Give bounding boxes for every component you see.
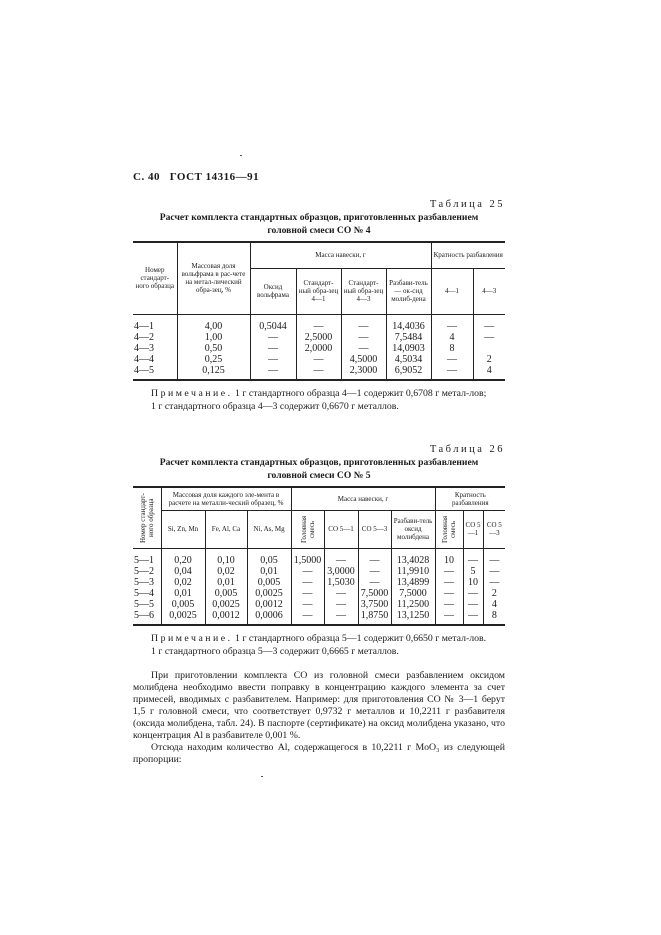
table-cell: 0,0025 <box>205 599 247 610</box>
table-cell: 7,5484 <box>386 332 431 343</box>
table-cell: 4,5034 <box>386 354 431 365</box>
table-cell: 2 <box>473 354 505 365</box>
table-cell: 0,005 <box>161 599 205 610</box>
col-group-mass: Масса навески, г <box>291 487 435 511</box>
table-cell: 0,02 <box>161 577 205 588</box>
table-cell: — <box>463 599 483 610</box>
table-cell: — <box>483 577 505 588</box>
col-diluent: Разбави-тель оксид молибдена <box>391 511 435 548</box>
page-header <box>133 170 505 184</box>
paragraph-1: При приготовлении комплекта СО из головной смеси разбавлением оксидом молибдена необходимо ввести поправку в концентрацию каждого элемента за счет примесей, вводимых с разбавителем. Например: для приготовления СО № 3—1 берут 1,5 г головной смеси, что соответствует 0,9732 г металлов и 10,2211 г разбавителя (оксида молибдена, табл. 24). В паспорте (сертификате) на оксид молибдена указано, что концентрация Al в разбавителе 0,001 %. <box>133 669 505 741</box>
table-cell: 0,5044 <box>250 314 296 332</box>
table-cell: 1,5030 <box>324 577 358 588</box>
table-cell: 2,5000 <box>296 332 341 343</box>
table-row <box>133 566 505 577</box>
scan-speck <box>261 776 263 777</box>
table-body <box>133 314 505 380</box>
table-cell: 0,20 <box>161 548 205 566</box>
table-cell: 1,8750 <box>358 610 391 625</box>
note-line: 1 г стандартного образца 4—1 содержит 0,6708 г метал-лов; <box>235 387 487 399</box>
table-body <box>133 548 505 625</box>
note-line: 1 г стандартного образца 4—3 содержит 0,6670 г металлов. <box>151 400 399 412</box>
table-row <box>133 365 505 380</box>
col-d43: 4—3 <box>473 268 505 314</box>
table-cell: 4—2 <box>133 332 177 343</box>
table-cell: 4 <box>483 599 505 610</box>
table-cell: 10 <box>435 548 463 566</box>
table-cell: — <box>291 599 324 610</box>
col-d-head: Головная смесь <box>441 515 458 543</box>
table-cell: 0,125 <box>177 365 250 380</box>
col-d53: СО 5—3 <box>483 511 505 548</box>
table-cell: — <box>291 577 324 588</box>
table-cell: 0,05 <box>247 548 291 566</box>
table25-title-line2: головной смеси СО № 4 <box>267 225 371 236</box>
table-cell: — <box>483 566 505 577</box>
table-cell: — <box>463 610 483 625</box>
table-cell: 5—6 <box>133 610 161 625</box>
table-cell: 14,4036 <box>386 314 431 332</box>
table-cell: 14,0903 <box>386 343 431 354</box>
col-d51: СО 5—1 <box>463 511 483 548</box>
table-cell: — <box>435 610 463 625</box>
table-row <box>133 588 505 599</box>
note-label: Примечание. <box>151 632 233 644</box>
table-cell: 5—1 <box>133 548 161 566</box>
table-cell: 2,3000 <box>341 365 386 380</box>
table-cell: — <box>291 610 324 625</box>
table-cell: — <box>250 354 296 365</box>
page-content <box>133 170 505 766</box>
col-ni-as-mg: Ni, As, Mg <box>247 511 291 548</box>
table-cell: — <box>431 314 473 332</box>
table-cell: — <box>291 566 324 577</box>
table-cell: 4,00 <box>177 314 250 332</box>
table-cell: 3,0000 <box>324 566 358 577</box>
table-cell: 5—3 <box>133 577 161 588</box>
table-cell: 4—4 <box>133 354 177 365</box>
table25-note <box>133 387 505 413</box>
table-cell: 5—2 <box>133 566 161 577</box>
col-std43: Стандарт-ный обра-зец 4—3 <box>341 268 386 314</box>
table-cell: — <box>435 566 463 577</box>
table-cell: 1,00 <box>177 332 250 343</box>
table-cell: 6,9052 <box>386 365 431 380</box>
table-cell: 5 <box>463 566 483 577</box>
table-cell: 0,005 <box>247 577 291 588</box>
col-group-fraction: Массовая доля каждого эле-мента в расчете на металли-ческий образец, % <box>161 487 291 511</box>
table-cell: 0,25 <box>177 354 250 365</box>
table-row <box>133 314 505 332</box>
table-cell: 0,01 <box>247 566 291 577</box>
table-cell: 0,01 <box>161 588 205 599</box>
table-cell: 0,02 <box>205 566 247 577</box>
table-cell: — <box>358 548 391 566</box>
table-row <box>133 577 505 588</box>
table-row <box>133 332 505 343</box>
table25-title-line1: Расчет комплекта стандартных образцов, приготовленных разбавлением <box>159 212 479 223</box>
table-cell: 11,9910 <box>391 566 435 577</box>
note-line: 1 г стандартного образца 5—3 содержит 0,6665 г металлов. <box>151 645 399 657</box>
table-cell: 4 <box>431 332 473 343</box>
table-cell: — <box>483 548 505 566</box>
table-cell: 7,5000 <box>358 588 391 599</box>
standard-number: ГОСТ 14316—91 <box>169 171 260 183</box>
table26-label: Таблица 26 <box>429 443 505 455</box>
table-cell: 0,01 <box>205 577 247 588</box>
table-cell: 0,0025 <box>247 588 291 599</box>
table-cell: 5—4 <box>133 588 161 599</box>
table-row <box>133 599 505 610</box>
table-cell: 4—1 <box>133 314 177 332</box>
table-cell: 3,7500 <box>358 599 391 610</box>
table-cell: 0,0012 <box>247 599 291 610</box>
table-cell: — <box>324 548 358 566</box>
table-cell: — <box>435 577 463 588</box>
col-si-zn-mn: Si, Zn, Mn <box>161 511 205 548</box>
table-cell: — <box>250 343 296 354</box>
table-cell: 4 <box>473 365 505 380</box>
table-cell: — <box>435 588 463 599</box>
table26-note <box>133 632 505 658</box>
table-cell: — <box>324 588 358 599</box>
table-cell: — <box>296 314 341 332</box>
table-cell: 0,005 <box>205 588 247 599</box>
table-cell: 0,04 <box>161 566 205 577</box>
body-text <box>133 670 505 766</box>
table-cell: — <box>341 332 386 343</box>
table-cell: — <box>324 610 358 625</box>
table-25 <box>133 241 505 381</box>
table-cell: — <box>250 365 296 380</box>
table-cell: — <box>435 599 463 610</box>
col-diluent: Разбави-тель— ок-сид молиб-дена <box>386 268 431 314</box>
table-cell: — <box>463 588 483 599</box>
table-cell: — <box>250 332 296 343</box>
col-co51: СО 5—1 <box>324 511 358 548</box>
table-cell: — <box>463 548 483 566</box>
table-cell: 8 <box>431 343 473 354</box>
table-cell: 1,5000 <box>291 548 324 566</box>
table-cell: 2,0000 <box>296 343 341 354</box>
table-cell: — <box>358 566 391 577</box>
table-cell: — <box>358 577 391 588</box>
table-cell: — <box>341 314 386 332</box>
table26-title <box>133 456 505 482</box>
col-head-mix: Головная смесь <box>299 515 316 543</box>
table-cell: 0,0025 <box>161 610 205 625</box>
table-row <box>133 548 505 566</box>
table-cell: — <box>431 354 473 365</box>
table-cell: — <box>296 354 341 365</box>
table26-title-line2: головной смеси СО № 5 <box>267 469 371 481</box>
table-cell: 13,4899 <box>391 577 435 588</box>
table-cell: — <box>291 588 324 599</box>
table-cell: 0,10 <box>205 548 247 566</box>
table-cell: 4,5000 <box>341 354 386 365</box>
table-cell: 0,0012 <box>205 610 247 625</box>
col-co53: СО 5—3 <box>358 511 391 548</box>
table26-title-line1: Расчет комплекта стандартных образцов, приготовленных разбавлением <box>159 456 479 468</box>
table-cell: — <box>473 332 505 343</box>
note-label: Примечание. <box>151 387 233 399</box>
table-cell: 4—5 <box>133 365 177 380</box>
table-row <box>133 343 505 354</box>
col-mass-fraction: Массовая доля вольфрама в рас-чете на метал-лический обра-зец, % <box>177 242 250 314</box>
table-cell: 2 <box>483 588 505 599</box>
col-number: Номер стандарт-ного образца <box>133 242 177 314</box>
table-cell: 11,2500 <box>391 599 435 610</box>
paragraph-2: Отсюда находим количество Al, содержащегося в 10,2211 г MoO₃ из следующей пропорции: <box>133 741 505 765</box>
table25-title <box>133 211 505 237</box>
table-cell: — <box>431 365 473 380</box>
note-line: 1 г стандартного образца 5—1 содержит 0,6650 г метал-лов. <box>235 632 487 644</box>
col-std41: Стандарт-ный обра-зец 4—1 <box>296 268 341 314</box>
table-cell: 5—5 <box>133 599 161 610</box>
col-group-mass: Масса навески, г <box>250 242 431 268</box>
table-cell: — <box>296 365 341 380</box>
table-cell: 4—3 <box>133 343 177 354</box>
col-d41: 4—1 <box>431 268 473 314</box>
page-number: С. 40 <box>133 171 160 183</box>
col-fe-al-ca: Fe, Al, Ca <box>205 511 247 548</box>
table-cell <box>473 343 505 354</box>
col-oxide: Оксид вольфрама <box>250 268 296 314</box>
table-row <box>133 354 505 365</box>
table-cell: 0,50 <box>177 343 250 354</box>
table-cell: 0,0006 <box>247 610 291 625</box>
col-group-dilution: Кратность разбавления <box>431 242 505 268</box>
scan-speck <box>240 155 242 156</box>
table-cell: 8 <box>483 610 505 625</box>
col-group-dilution: Кратность разбавления <box>435 487 505 511</box>
table-cell: 7,5000 <box>391 588 435 599</box>
table-cell: — <box>473 314 505 332</box>
table-cell: 13,4028 <box>391 548 435 566</box>
table-cell: — <box>341 343 386 354</box>
table-cell: 13,1250 <box>391 610 435 625</box>
table-26 <box>133 486 505 626</box>
col-number: Номер стандарт-ного образца <box>138 492 155 543</box>
table25-label: Таблица 25 <box>429 199 505 210</box>
table-cell: 10 <box>463 577 483 588</box>
table-row <box>133 610 505 625</box>
table-cell: — <box>324 599 358 610</box>
